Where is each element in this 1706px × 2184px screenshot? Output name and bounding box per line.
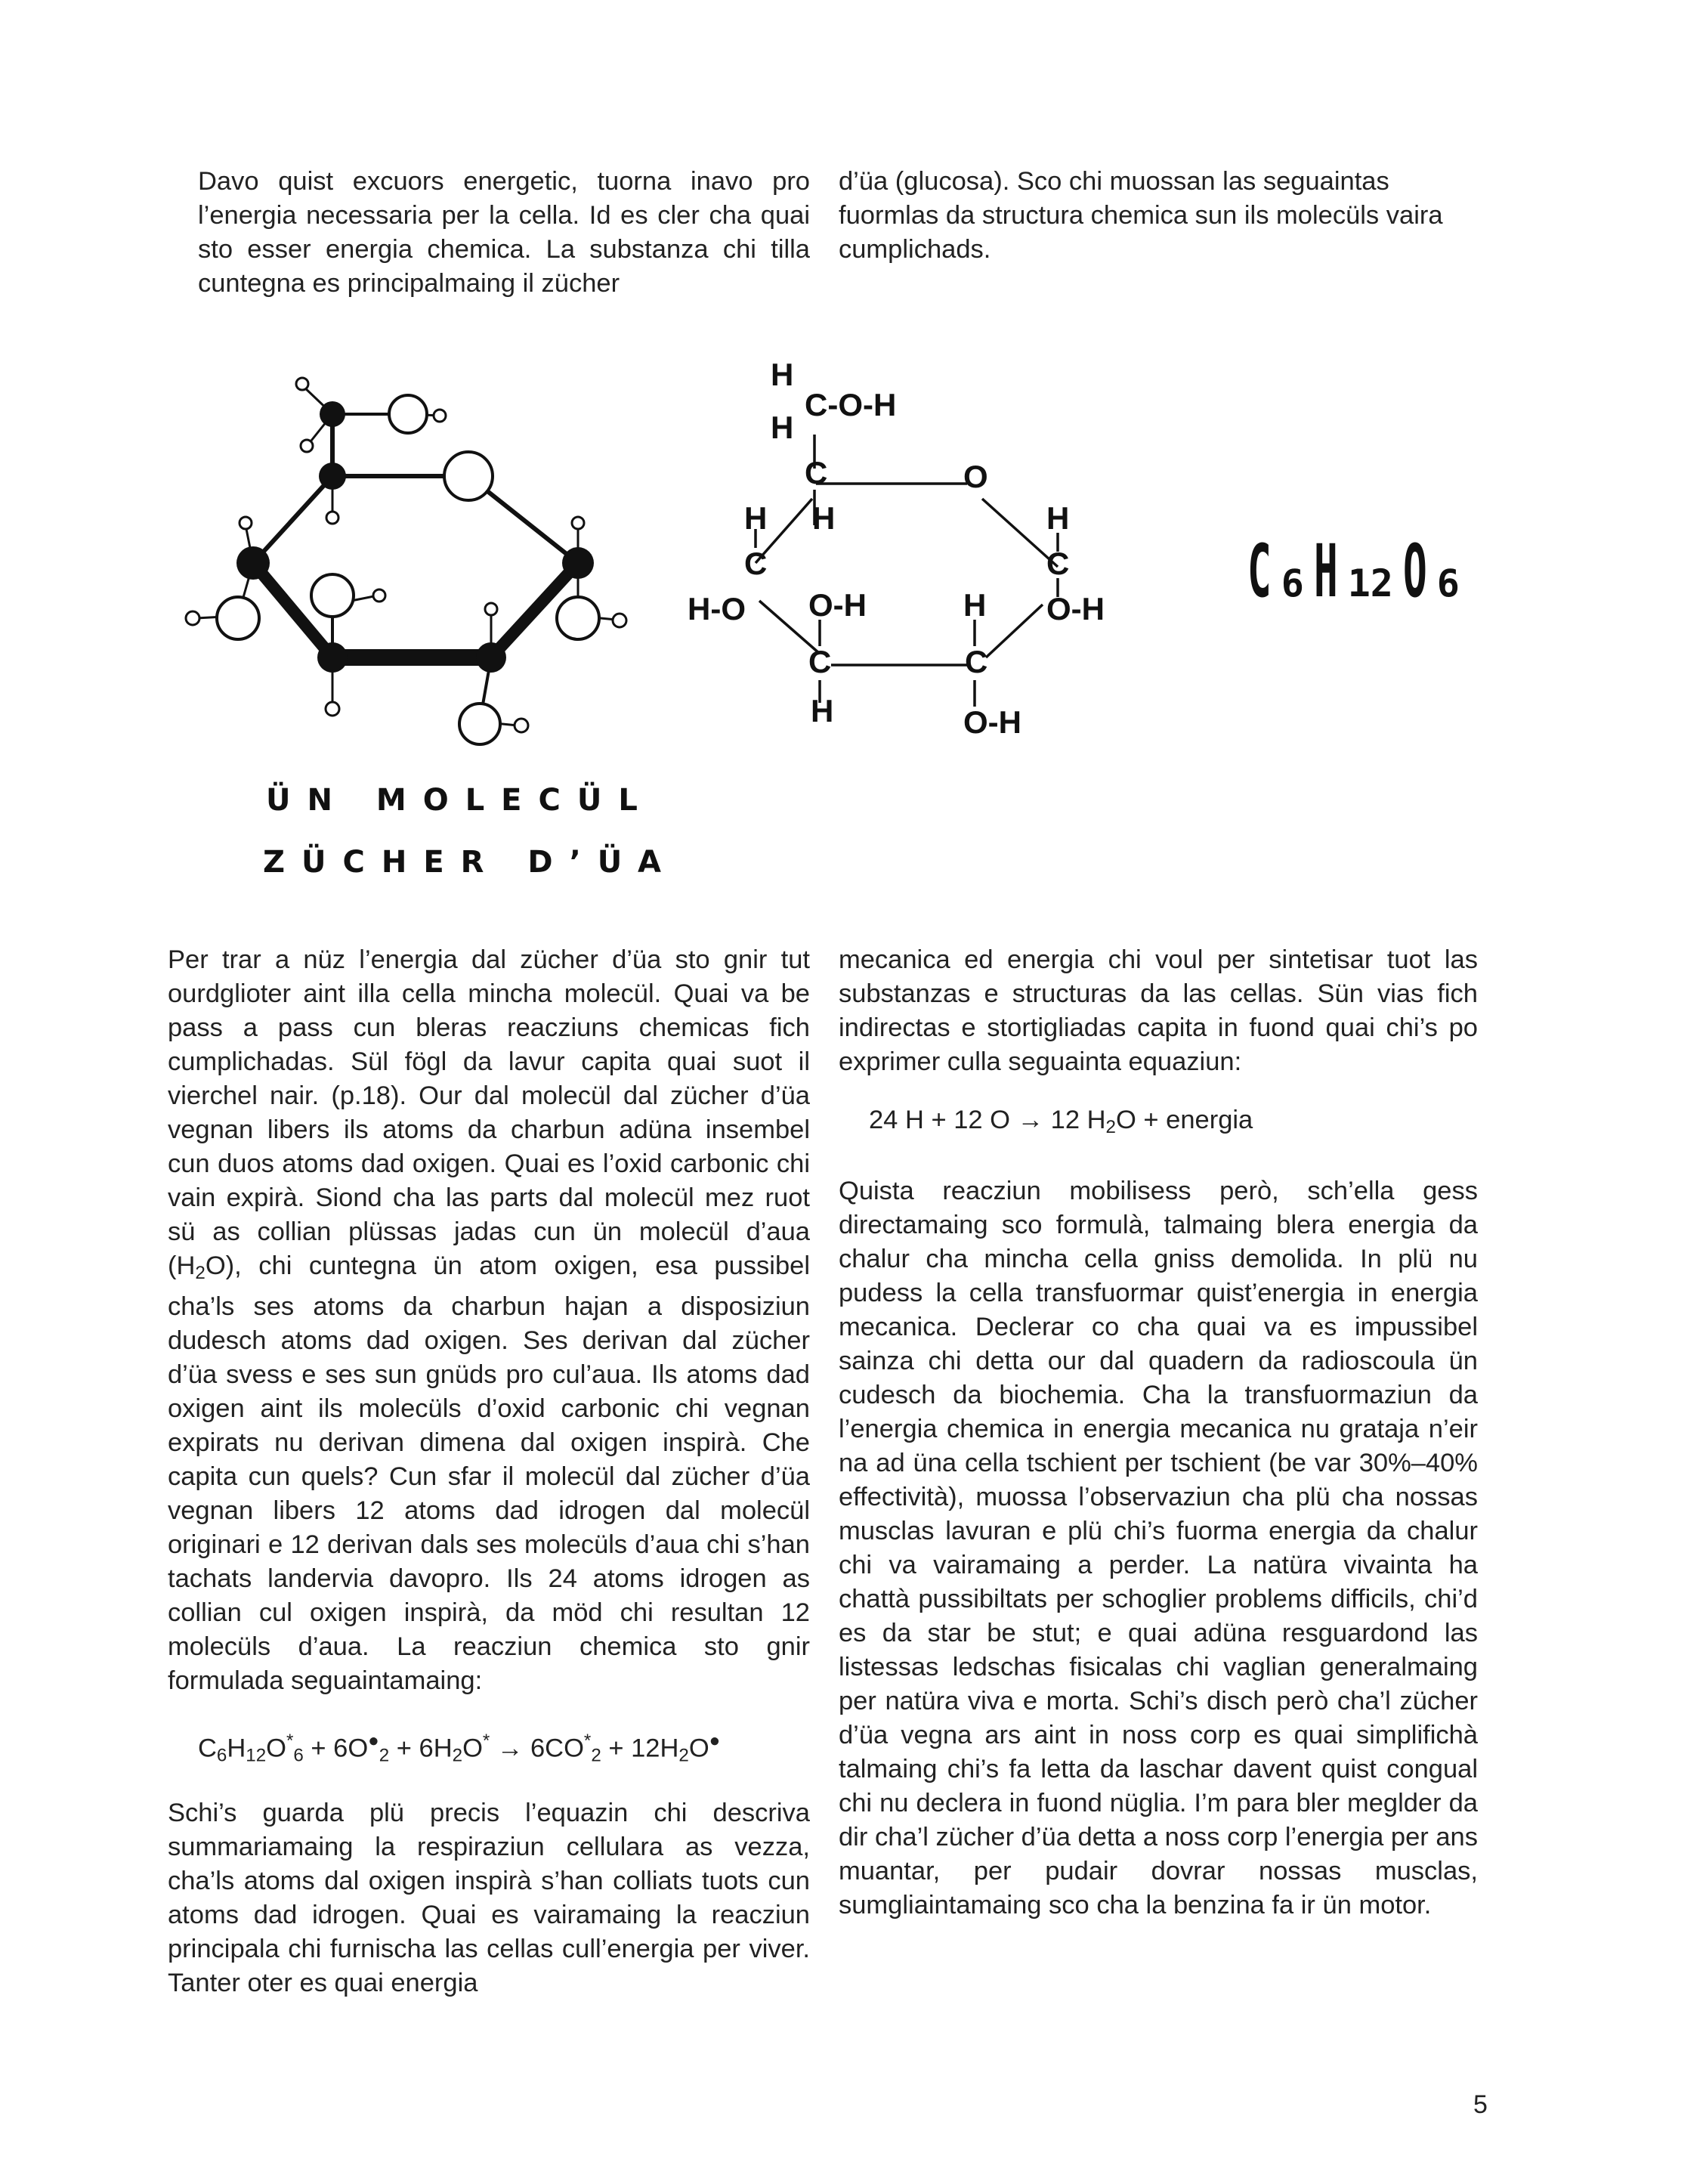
formula-oxygen: O (1402, 529, 1427, 614)
eq-sub: 2 (379, 1745, 390, 1766)
eq-sup: ● (709, 1731, 721, 1752)
atom-c: C (808, 644, 832, 679)
atom-h: H (1046, 500, 1070, 536)
right-column (839, 943, 1478, 1923)
respiration-equation (168, 1724, 810, 1772)
left-paragraph-2: Schi’s guarda plü precis l’equazin chi descriva summariamaing la respiraziun cellulara as vezza, cha’ls atoms dal oxigen inspirà s’han colliats tuots cun atoms dad idrogen. Quai es vairamaing la reacziun principala chi furnischa las cellas cull’energia per viver. Tanter oter es quai energia (168, 1799, 810, 1998)
eq-sub: 6 (293, 1745, 304, 1766)
atom-ho: H-O (688, 591, 746, 626)
glucose-ball-stick-model (174, 355, 657, 748)
atom-h: H (771, 410, 794, 445)
eq-sub: 2 (1105, 1117, 1116, 1138)
atom-c: C (1046, 546, 1070, 581)
eq-sub: 2 (678, 1745, 689, 1766)
eq-term: + 6H (389, 1734, 453, 1763)
eq-term: C (198, 1734, 217, 1763)
atom-oh: O-H (1046, 591, 1105, 626)
eq-term: O (688, 1734, 709, 1763)
eq-sup: ● (368, 1731, 379, 1752)
top-left-paragraph: Davo quist excuors energetic, tuorna inavo pro l’energia necessaria per la cella. Id es cler cha quai sto esser energia chemica. La substanza chi tilla cuntegna es principalmaing il zücher (198, 167, 810, 298)
glucose-structural-formula (665, 355, 1164, 748)
eq-arrow: → (490, 1734, 530, 1763)
water-formula-o: O), (205, 1251, 242, 1280)
eq-term: 6CO (530, 1734, 584, 1763)
atom-h: H (744, 500, 768, 536)
eq-term: 12 H (1050, 1106, 1106, 1134)
eq-sub: 2 (452, 1745, 463, 1766)
page-number: 5 (1473, 2090, 1488, 2119)
eq-sub: 2 (591, 1745, 601, 1766)
eq-arrow: → (1010, 1106, 1051, 1134)
atom-oh: O-H (808, 587, 867, 623)
eq-sup: * (583, 1731, 592, 1752)
water-formula (168, 1251, 242, 1284)
atom-c: C (965, 644, 988, 679)
right-paragraph-1: mecanica ed energia chi voul per sintetisar tuot las substanzas e structuras da las cellas. Sün vias fich indirectas e stortigliadas capita in fuond quai chi’s po exprimer culla seguainta equaziun: (839, 945, 1478, 1076)
atom-h: H (771, 357, 794, 392)
top-right-paragraph: d’üa (glucosa). Sco chi muossan las seguaintas fuormlas da structura chemica sun ils molecüls vaira cumplichads. (839, 167, 1443, 264)
formula-carbon-count: 6 (1281, 561, 1304, 605)
eq-sup: * (482, 1731, 490, 1752)
eq-sup: * (286, 1731, 294, 1752)
left-paragraph-1-text: Per trar a nüz l’energia dal zücher d’üa sto gnir tut ourdglioter aint illa cella mincha molecül. Quai va be pass a pass cun bleras reacziuns chemicas fich cumplichadas. Sül fögl da lavur capita quai suot il vierchel nair. (p.18). Our dal molecül dal zücher d’üa vegnan libers ils atoms da charbun adüna insembel cun duos atoms dad oxigen. Quai es l’oxid carbonic chi vain expirà. Siond cha las parts dal molecül mez ruot sü as collian plüssas jadas cun ün molecül d’aua (168, 945, 810, 1246)
atom-h: H (963, 587, 987, 623)
eq-term: + 12H (601, 1734, 679, 1763)
formula-hydrogen: H (1313, 529, 1338, 614)
eq-term: O + energia (1115, 1106, 1253, 1134)
right-paragraph-2: Quista reacziun mobilisess però, sch’ella gess directamaing sco formulà, talmaing blera energia da chalur cha mincha cella gniss demolida. In plü nu pudess la cella transfuormar quist’energia in energia mecanica. Declerar co cha quai va es impussibel sainza chi detta our dal quadern da radioscoula ün cudesch da biochemia. Cha la transfuormaziun da l’energia chemica in energia mecanica nu grataja n’eir na ad üna cella tschient per tschient (be var 30%–40% effectività), muossa l’observaziun cha plü cha nossas musclas lavuran e plü chi’s fuorma energia da chalur chi va vairamaing a perder. La natüra vivainta ha chattà pussibiltats per schoglier problems difficils, chi’d es da star be stut; e quai adüna resguardond las listessas ledschas fisicalas chi vaglian generalmaing per natüra viva e morta. Schi’s disch però cha’l zücher d’üa vegna ars aint in noss corp es quai simplifichà talmaing chi’s fa letta da laschar davent quist congual chi nu declera in fuond nüglia. I’m para bler meglder da dir cha’l zücher d’üa detta a noss corp l’energia per ans muantar, per pudair dovrar nossas musclas, sumgliaintamaing sco cha la benzina fa ir ün motor. (839, 1177, 1478, 1920)
atom-h: H (812, 500, 836, 536)
atom-c-oh: C-O-H (805, 387, 897, 422)
formula-hydrogen-count: 12 (1347, 561, 1393, 605)
water-formula-h: (H (168, 1251, 196, 1280)
eq-term: O (462, 1734, 483, 1763)
eq-term: 24 H + 12 O (869, 1106, 1010, 1134)
eq-sub: 6 (216, 1745, 227, 1766)
atom-c: C (744, 546, 768, 581)
left-paragraph-1-rest: chi cuntegna ün atom oxigen, esa pussibel cha’ls ses atoms da charbun hajan a disposiziun dudesch atoms dad oxigen. Ses derivan dal zücher d’üa svess e ses sun gnüds pro cul’aua. Ils atoms dad oxigen aint ils molecüls d’oxid carbonic chi vegnan expirats nu derivan dimena dal oxigen inspirà. Che capita cun quels? Cun sfar il molecül dal zücher d’üa vegnan libers 12 atoms dad idrogen dal molecül originari e 12 derivan dals ses molecüls d’aua chi s’han tachats landervia davopro. Ils 24 atoms idrogen as collian cul oxigen inspirà, da möd chi resultan 12 molecüls d’aua. La reacziun chemica sto gnir formulada seguaintamaing: (168, 1251, 810, 1696)
top-left-text (198, 165, 810, 301)
left-paragraph-1 (168, 943, 810, 1698)
eq-term: H (227, 1734, 246, 1763)
atom-c: C (805, 455, 828, 490)
eq-sub: 12 (246, 1745, 267, 1766)
top-right-text (839, 165, 1452, 267)
atom-oh: O-H (963, 704, 1021, 740)
formula-carbon: C (1247, 529, 1272, 614)
formula-oxygen-count: 6 (1436, 561, 1460, 605)
eq-term: + 6O (303, 1734, 369, 1763)
left-column (168, 943, 810, 2000)
ring-oxygen: O (963, 459, 988, 494)
figure-caption-line-1: ÜN MOLECÜL (266, 783, 654, 818)
atom-h: H (811, 693, 834, 729)
figure-caption-line-2: ZÜCHER D’ÜA (263, 845, 678, 880)
eq-term: O (266, 1734, 286, 1763)
water-formula-sub: 2 (195, 1263, 206, 1284)
water-synthesis-equation (839, 1103, 1478, 1144)
molecular-formula (1238, 529, 1460, 614)
